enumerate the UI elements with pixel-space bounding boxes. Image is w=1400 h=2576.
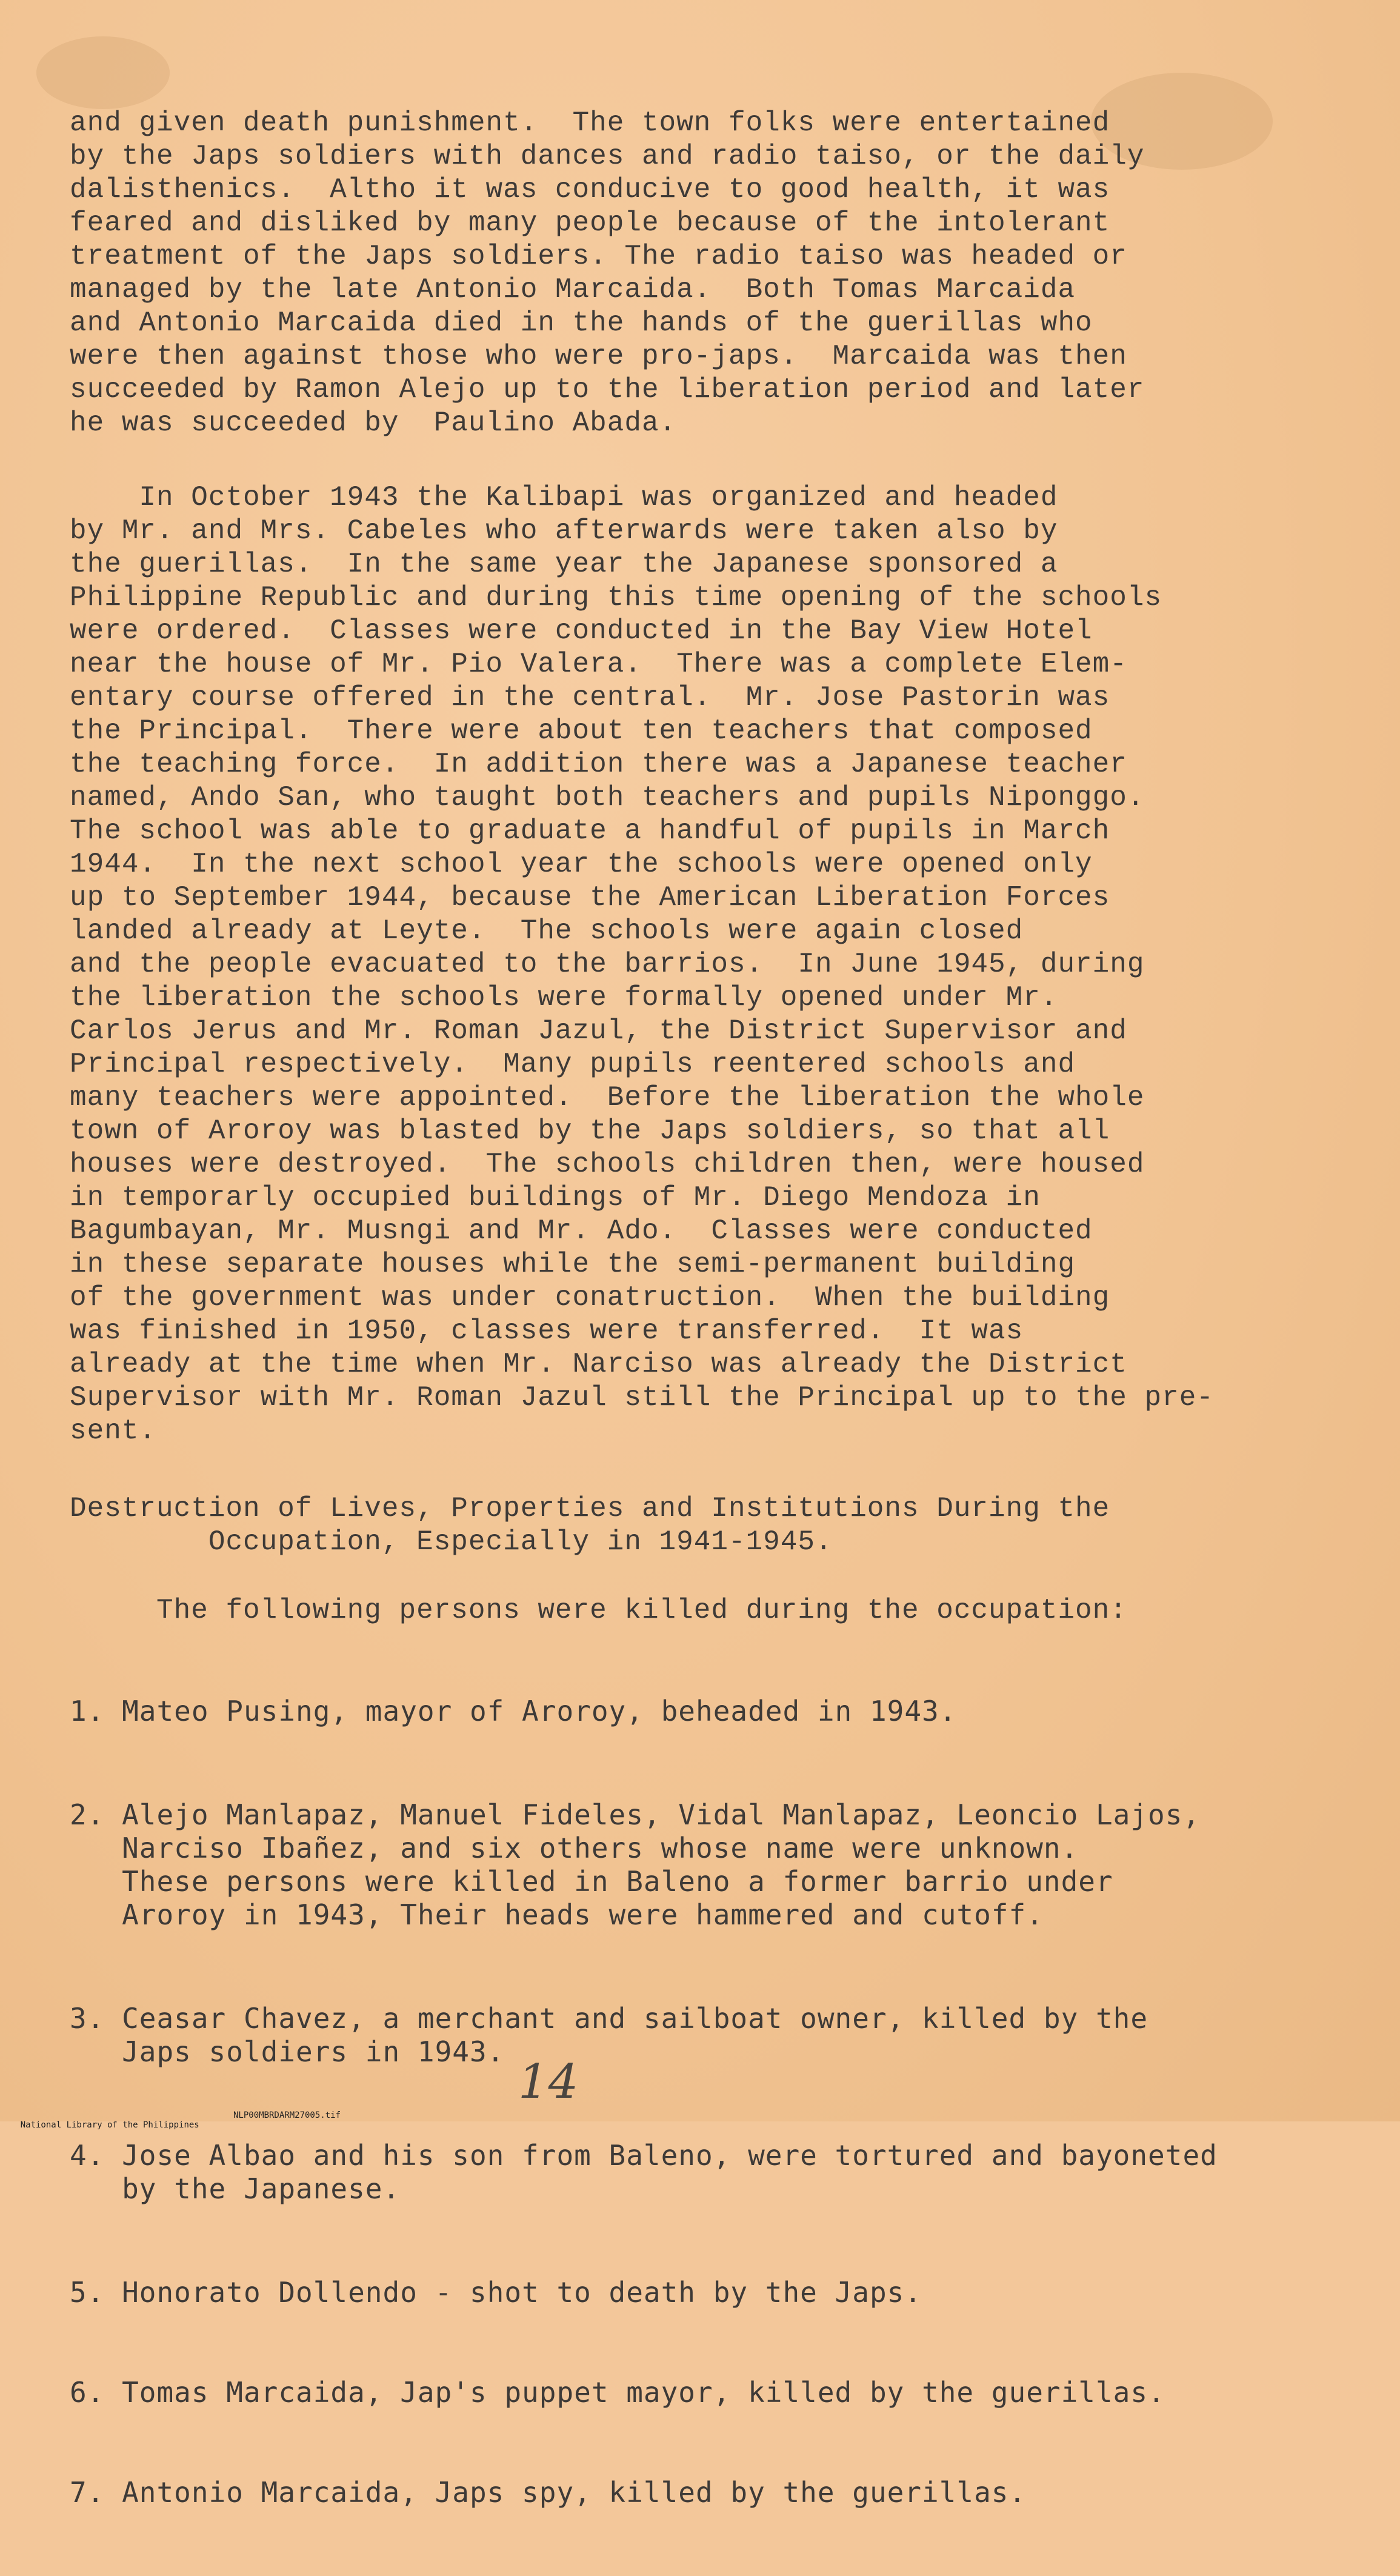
list-item: 6. Tomas Marcaida, Jap's puppet mayor, killed by the guerillas. — [70, 2376, 1165, 2409]
footer-file: NLP00MBRDARM27005.tif — [233, 2111, 341, 2120]
scan-footer — [0, 2111, 341, 2149]
paragraph-occupation-activities: and given death punishment. The town folks were entertained by the Japs soldiers with dances and radio taiso, or the daily dalisthenics. Altho it was conducive to good health, it was feared and disliked by many people because of the intolerant treatment of the Japs soldiers. The radio taiso was headed or managed by the late Antonio Marcaida. Both Tomas Marcaida and Antonio Marcaida died in the hands of the guerillas who were then against those who were pro-japs. Marcaida was then succeeded by Ramon Alejo up to the liberation period and later he was succeeded by Paulino Abada. — [70, 107, 1145, 439]
list-item: 5. Honorato Dollendo - shot to death by the Japs. — [70, 2276, 922, 2309]
footer-library: National Library of the Philippines — [20, 2120, 199, 2130]
list-item: 4. Jose Albao and his son from Baleno, were tortured and bayoneted by the Japanese. — [70, 2139, 1218, 2205]
list-item: 3. Ceasar Chavez, a merchant and sailboat owner, killed by the Japs soldiers in 1943. — [70, 2002, 1148, 2068]
section-heading: Destruction of Lives, Properties and Institutions During the Occupation, Especially in 1941-1945. — [70, 1493, 1110, 1558]
handwritten-page-number: 14 — [518, 2055, 579, 2109]
paragraph-schools-history: In October 1943 the Kalibapi was organized and headed by Mr. and Mrs. Cabeles who afterwards were taken also by the guerillas. In the same year the Japanese sponsored a Philippine Republic and during this time opening of the schools were ordered. Classes were conducted in the Bay View Hotel near the house of Mr. Pio Valera. There was a complete Elem- entary course offered in the central. Mr. Jose Pastorin was the Principal. There were about ten teachers that composed the teaching force. In addition there was a Japanese teacher named, Ando San, who taught both teachers and pupils Niponggo. The school was able to graduate a handful of pupils in March 1944. In the next school year the schools were opened only up to September 1944, because the American Liberation Forces landed already at Leyte. The schools were again closed and the people evacuated to the barrios. In June 1945, during the liberation the schools were formally opened under Mr. Carlos Jerus and Mr. Roman Jazul, the District Supervisor and Principal respectively. Many pupils reentered schools and many teachers were appointed. Before the liberation the whole town of Aroroy was blasted by the Japs soldiers, so that all houses were destroyed. The schools children then, were housed in temporarly occupied buildings of Mr. Diego Mendoza in Bagumbayan, Mr. Musngi and Mr. Ado. Classes were conducted in these separate houses while the semi-permanent building of the government was under conatruction. When the building was finished in 1950, classes were transferred. It was already at the time when Mr. Narciso was already the District Supervisor with Mr. Roman Jazul still the Principal up to the pre- sent. — [70, 482, 1214, 1447]
list-item: 7. Antonio Marcaida, Japs spy, killed by the guerillas. — [70, 2476, 1027, 2509]
killed-persons-list — [70, 1628, 1218, 2576]
list-item: 2. Alejo Manlapaz, Manuel Fideles, Vidal Manlapaz, Leoncio Lajos, Narciso Ibañez, and six others whose name were unknown. These persons were killed in Baleno a former barrio under Aroroy in 1943, Their heads were hammered and cutoff. — [70, 1798, 1201, 1931]
list-intro: The following persons were killed during the occupation: — [70, 1595, 1127, 1626]
list-item: 1. Mateo Pusing, mayor of Aroroy, beheaded in 1943. — [70, 1695, 957, 1727]
paper-stain — [36, 36, 170, 109]
